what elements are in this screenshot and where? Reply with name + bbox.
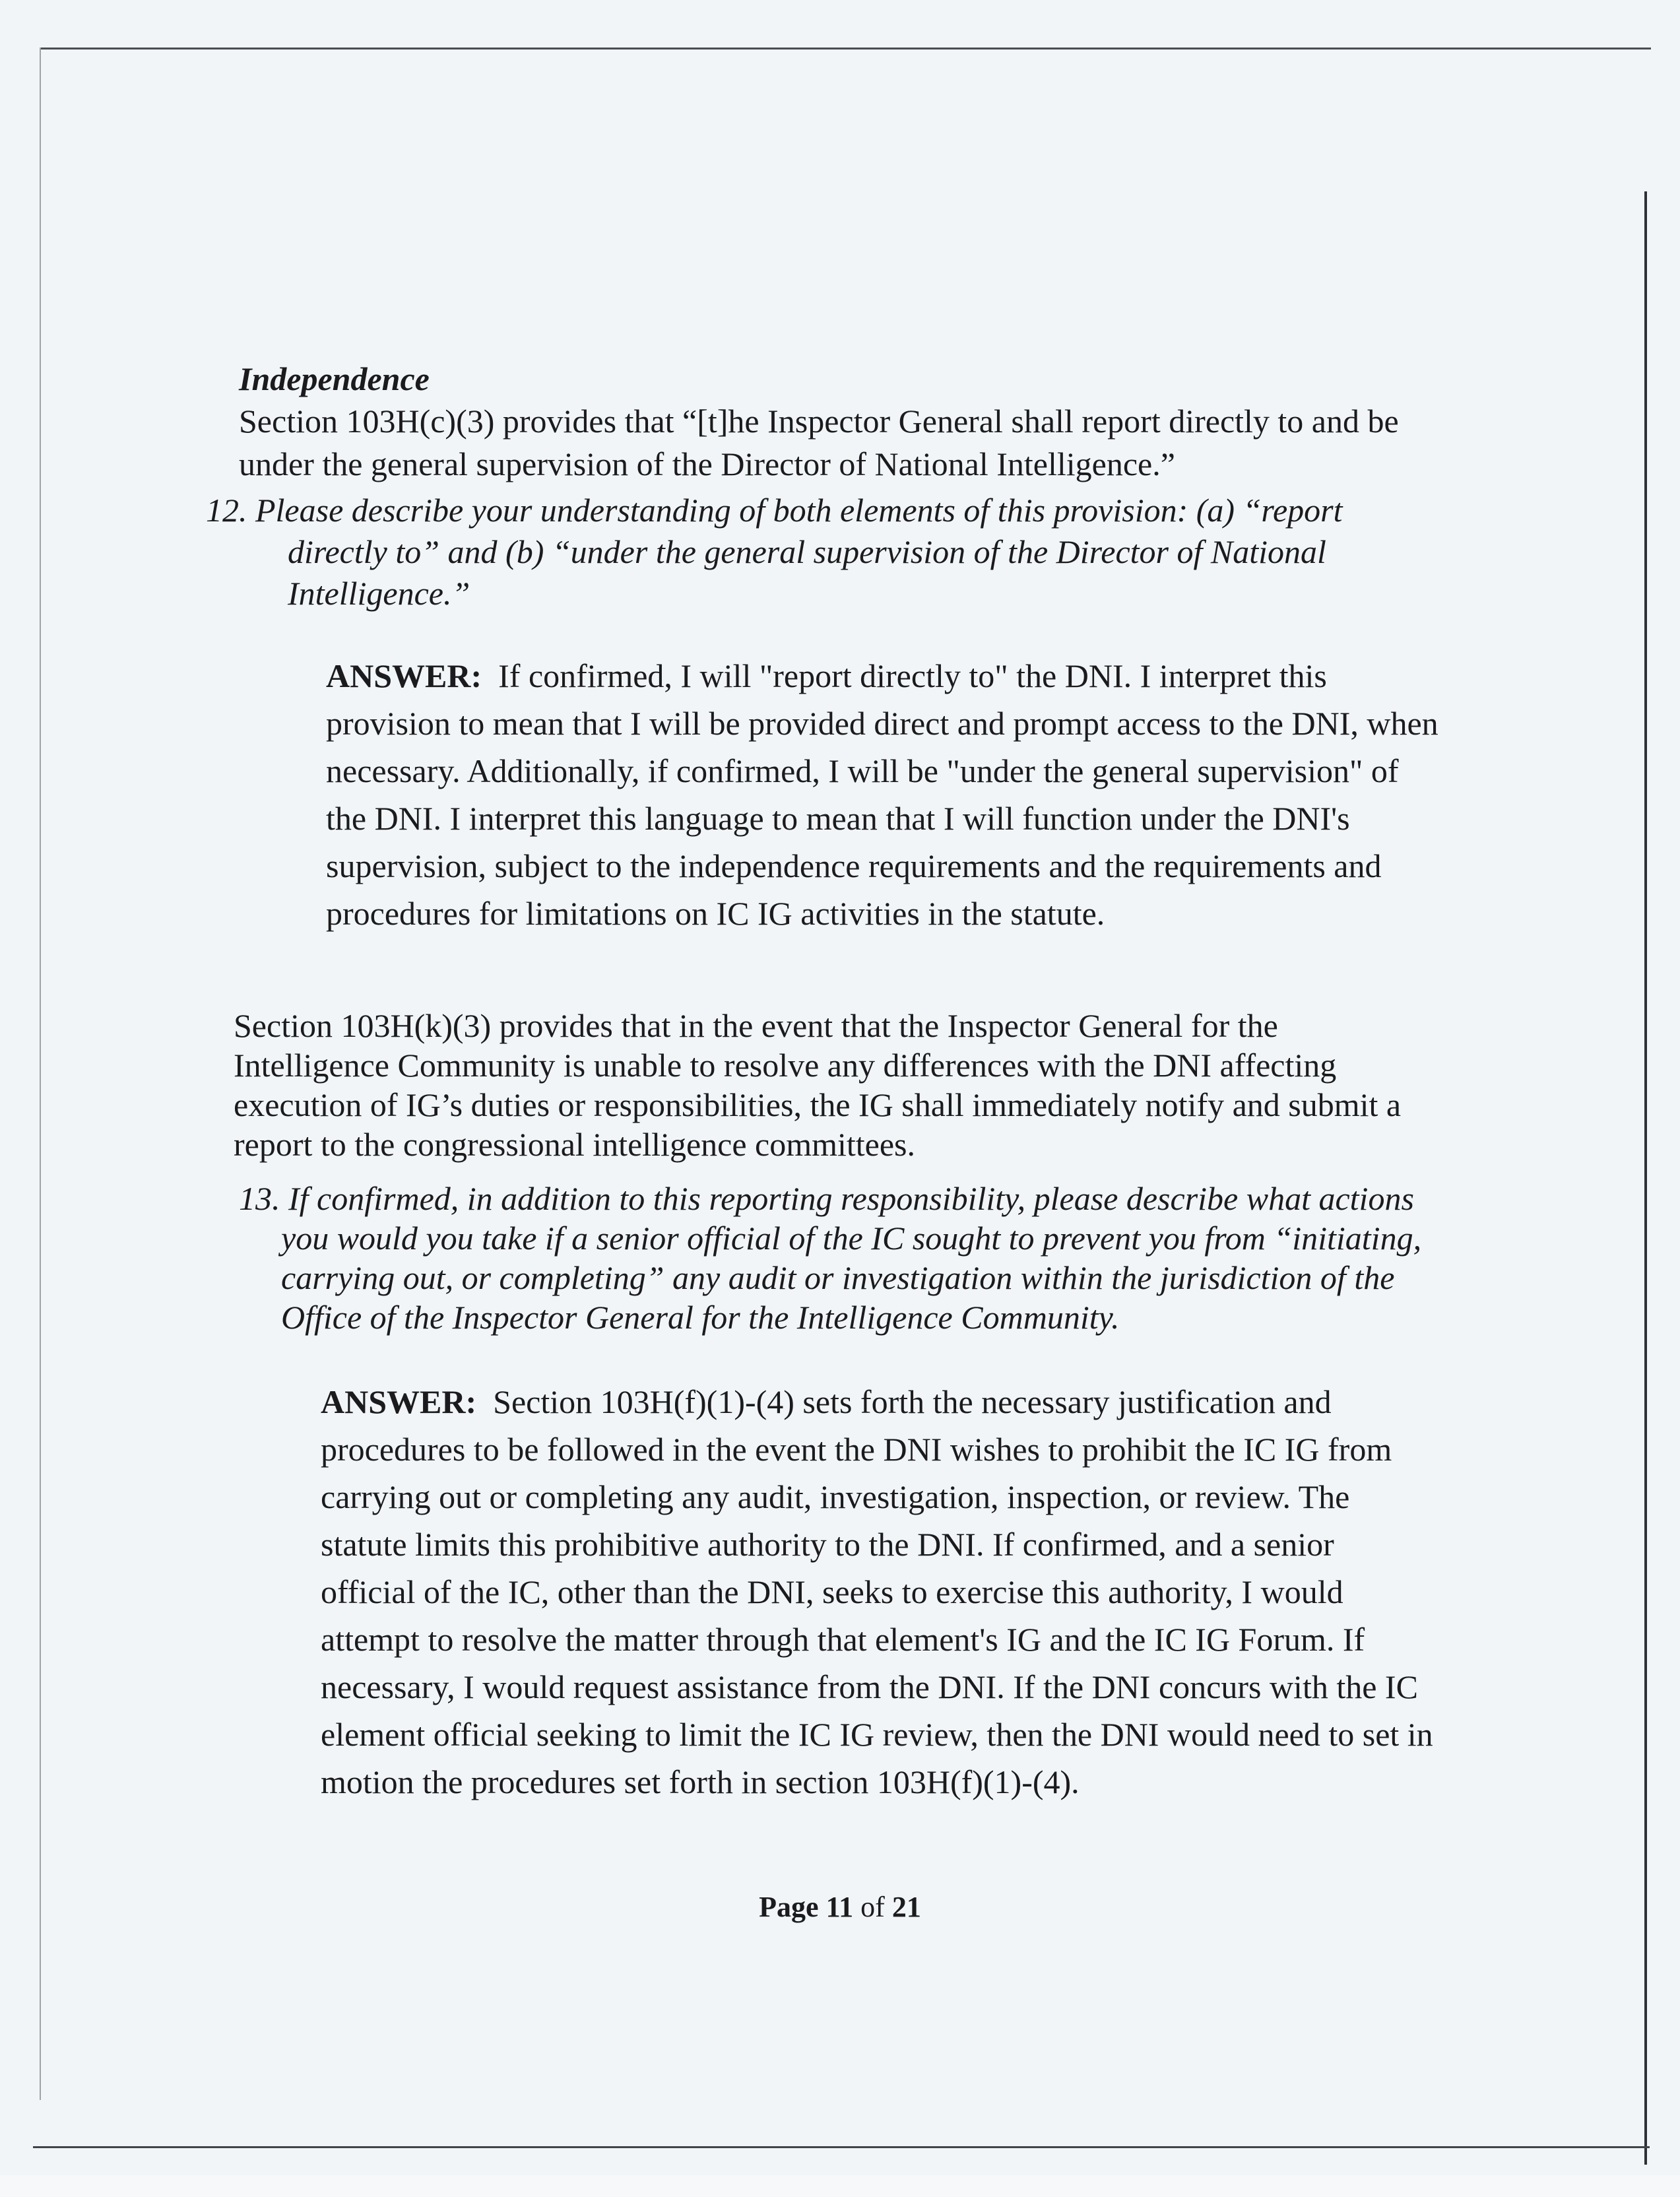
answer-line: official of the IC, other than the DNI, seeks to exercise this authority, I would — [321, 1573, 1343, 1610]
question-line: 12. Please describe your understanding of both elements of this provision: (a) “report — [206, 492, 1343, 529]
section-heading: Independence — [239, 360, 430, 397]
intro-paragraph-2 — [234, 1006, 1401, 1164]
answer-first-line — [326, 652, 1438, 700]
page-word: Page — [759, 1891, 819, 1923]
answer-line: necessary. Additionally, if confirmed, I will be "under the general supervision" of — [326, 752, 1399, 789]
answer-text: Section 103H(f)(1)-(4) sets forth the necessary justification and — [493, 1383, 1332, 1420]
answer-first-line — [321, 1378, 1433, 1426]
answer-13 — [321, 1378, 1433, 1806]
answer-text: If confirmed, I will "report directly to" the DNI. I interpret this — [498, 657, 1327, 694]
answer-line: supervision, subject to the independence requirements and the requirements and — [326, 847, 1382, 884]
answer-line: necessary, I would request assistance from the DNI. If the DNI concurs with the IC — [321, 1668, 1418, 1705]
text-line: report to the congressional intelligence committees. — [234, 1126, 916, 1163]
answer-line: procedures to be followed in the event the DNI wishes to prohibit the IC IG from — [321, 1431, 1392, 1468]
answer-line: element official seeking to limit the IC IG review, then the DNI would need to set in — [321, 1716, 1433, 1753]
text-line: Section 103H(c)(3) provides that “[t]he Inspector General shall report directly to and be — [239, 403, 1399, 440]
question-line: directly to” and (b) “under the general supervision of the Director of National — [288, 533, 1326, 570]
page-number: 11 — [825, 1891, 854, 1923]
of-word: of — [860, 1891, 885, 1923]
top-border-line — [41, 48, 1651, 49]
scan-edge — [0, 2175, 1680, 2197]
text-line: execution of IG’s duties or responsibilities, the IG shall immediately notify and submit a — [234, 1086, 1402, 1123]
answer-line: provision to mean that I will be provided direct and prompt access to the DNI, when — [326, 705, 1438, 742]
answer-label: ANSWER: — [321, 1383, 477, 1420]
answer-12 — [326, 652, 1438, 937]
page-footer — [0, 1889, 1680, 1926]
answer-label: ANSWER: — [326, 657, 482, 694]
intro-paragraph-1 — [239, 400, 1399, 486]
answer-line: motion the procedures set forth in section 103H(f)(1)-(4). — [321, 1763, 1080, 1800]
question-line: Intelligence.” — [288, 575, 470, 612]
text-line: under the general supervision of the Director of National Intelligence.” — [239, 445, 1175, 482]
question-13 — [239, 1179, 1421, 1337]
question-line: Office of the Inspector General for the Intelligence Community. — [281, 1299, 1120, 1336]
text-line: Intelligence Community is unable to resolve any differences with the DNI affecting — [234, 1047, 1337, 1084]
question-line: you would you take if a senior official of the IC sought to prevent you from “initiating, — [281, 1220, 1422, 1257]
answer-line: the DNI. I interpret this language to mean that I will function under the DNI's — [326, 800, 1350, 837]
question-line: 13. If confirmed, in addition to this reporting responsibility, please describe what actions — [239, 1180, 1414, 1217]
total-pages: 21 — [891, 1891, 921, 1923]
right-border-line — [1644, 191, 1647, 2165]
answer-line: attempt to resolve the matter through that element's IG and the IC IG Forum. If — [321, 1621, 1365, 1658]
answer-line: procedures for limitations on IC IG activities in the statute. — [326, 895, 1105, 932]
text-line: Section 103H(k)(3) provides that in the event that the Inspector General for the — [234, 1007, 1278, 1044]
question-line: carrying out, or completing” any audit or investigation within the jurisdiction of the — [281, 1259, 1395, 1296]
question-12 — [206, 490, 1343, 614]
bottom-border-line — [33, 2146, 1650, 2148]
answer-line: statute limits this prohibitive authority to the DNI. If confirmed, and a senior — [321, 1526, 1334, 1563]
answer-line: carrying out or completing any audit, investigation, inspection, or review. The — [321, 1478, 1350, 1515]
left-border-line — [40, 48, 41, 2100]
